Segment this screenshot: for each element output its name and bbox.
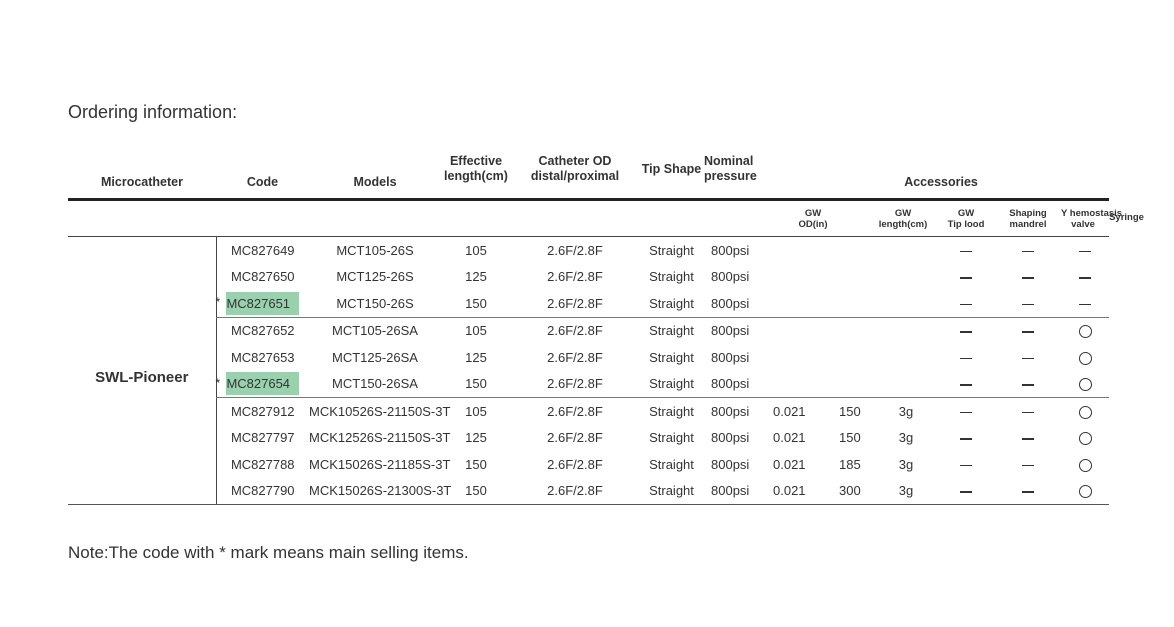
gw-tip-cell: 3g: [898, 403, 914, 419]
od-cell: 2.6F/2.8F: [547, 269, 603, 285]
pressure-cell: 800psi: [711, 430, 750, 446]
length-cell: 150: [441, 371, 511, 398]
mandrel-cell: [937, 317, 995, 344]
code-cell: [216, 371, 309, 398]
valve-cell: [995, 237, 1061, 264]
length-cell: 105: [465, 323, 487, 339]
subheader-gw-od: GW OD(in): [773, 200, 875, 237]
code-cell: [216, 344, 309, 371]
syringe-cell: [1061, 317, 1109, 344]
od-cell: 2.6F/2.8F: [547, 349, 603, 365]
dash-icon: [1022, 304, 1034, 306]
dash-icon: [1022, 465, 1034, 467]
dash-icon: [960, 438, 972, 440]
dash-icon: [960, 384, 972, 386]
od-cell: 2.6F/2.8F: [547, 403, 603, 419]
dash-icon: [960, 358, 972, 360]
gw-length-cell: [815, 237, 875, 264]
gw-od-cell: [773, 264, 815, 291]
dash-icon: [960, 491, 972, 493]
model-cell: MCK15026S-21185S-3T: [309, 456, 451, 472]
model-cell: MCT150-26S: [309, 290, 441, 317]
valve-cell: [995, 478, 1061, 505]
code-highlight: MC827654: [226, 372, 299, 395]
length-cell: 125: [465, 430, 487, 446]
valve-cell: [995, 290, 1061, 317]
code-text: MC827912: [230, 403, 295, 419]
gw-length-cell: 300: [815, 478, 875, 505]
gw-od-cell: 0.021: [773, 456, 806, 472]
code-text: MC827652: [230, 323, 295, 339]
code-cell: [216, 425, 309, 452]
dash-icon: [1079, 251, 1091, 253]
dash-icon: [1022, 358, 1034, 360]
tip-cell: Straight: [639, 290, 704, 317]
gw-od-cell: [773, 237, 815, 264]
subheader-blank: [704, 200, 773, 237]
gw-od-cell: [773, 344, 815, 371]
pressure-cell: 800psi: [711, 242, 750, 258]
code-text: MC827797: [230, 430, 295, 446]
subheader-blank: [309, 200, 441, 237]
gw-od-cell: 0.021: [773, 430, 806, 446]
od-cell: 2.6F/2.8F: [511, 478, 639, 505]
valve-cell: [995, 425, 1061, 452]
mandrel-cell: [937, 478, 995, 505]
valve-cell: [995, 264, 1061, 291]
dash-icon: [1022, 384, 1034, 386]
pressure-cell: 800psi: [711, 456, 750, 472]
dash-icon: [960, 465, 972, 467]
valve-cell: [995, 371, 1061, 398]
header-microcatheter: Microcatheter: [68, 146, 216, 200]
page-title: Ordering information:: [68, 102, 238, 122]
mandrel-cell: [937, 344, 995, 371]
dash-icon: [960, 331, 972, 333]
code-text: MC827650: [230, 269, 295, 285]
syringe-cell: [1061, 398, 1109, 425]
syringe-cell: [1061, 478, 1109, 505]
code-text: MC827790: [230, 483, 295, 499]
od-cell: 2.6F/2.8F: [547, 242, 603, 258]
code-cell: [216, 398, 309, 425]
gw-od-cell: 0.021: [773, 403, 806, 419]
dash-icon: [960, 412, 972, 414]
gw-od-cell: 0.021: [773, 478, 815, 505]
dash-icon: [1079, 277, 1091, 279]
length-cell: 150: [465, 456, 487, 472]
subheader-shaping-mandrel: Shaping mandrel: [995, 200, 1061, 237]
table-row: [68, 344, 1109, 371]
valve-cell: [995, 344, 1061, 371]
circle-icon: [1079, 459, 1092, 472]
subheader-blank: [68, 200, 216, 237]
pressure-cell: 800psi: [704, 371, 773, 398]
tip-cell: Straight: [649, 456, 694, 472]
header-accessories: Accessories: [773, 146, 1109, 200]
table-row: [68, 451, 1109, 478]
circle-icon: [1079, 352, 1092, 365]
code-highlight: MC827651: [226, 292, 299, 315]
model-cell: MCT125-26SA: [332, 349, 418, 365]
syringe-cell: [1061, 451, 1109, 478]
syringe-cell: [1061, 264, 1109, 291]
circle-icon: [1079, 406, 1092, 419]
circle-icon: [1079, 325, 1092, 338]
code-cell: [216, 290, 309, 317]
tip-cell: Straight: [639, 371, 704, 398]
gw-tip-cell: [875, 264, 937, 291]
pressure-cell: 800psi: [711, 323, 750, 339]
gw-tip-cell: [875, 371, 937, 398]
gw-od-cell: [773, 371, 815, 398]
mandrel-cell: [937, 371, 995, 398]
od-cell: 2.6F/2.8F: [547, 323, 603, 339]
pressure-cell: 800psi: [711, 349, 750, 365]
model-cell: MCT105-26SA: [332, 323, 418, 339]
header-tip-shape: Tip Shape: [639, 146, 704, 200]
dash-icon: [960, 304, 972, 306]
length-cell: 125: [465, 349, 487, 365]
gw-length-cell: [815, 317, 875, 344]
subheader-gw-length: GW length(cm): [875, 200, 937, 237]
dash-icon: [1079, 304, 1091, 306]
dash-icon: [1022, 438, 1034, 440]
length-cell: 125: [465, 269, 487, 285]
tip-cell: Straight: [649, 403, 694, 419]
subheader-gw-tip-load: GW Tip lood: [937, 200, 995, 237]
model-cell: MCT150-26SA: [309, 371, 441, 398]
valve-cell: [995, 398, 1061, 425]
length-cell: 105: [465, 403, 487, 419]
code-text: MC827653: [230, 349, 295, 365]
ordering-table: Microcatheter Code Models Effective length(cm) Catheter OD distal/proximal Tip Shape Nominal pressure Accessories GW OD(in) GW length(cm) GW Tip lood Shaping mandrel Y hemostasis valve Syringe SWL-Pioneer MC827649 MCT105-26S 105 2.6F/2.8F Straight 800psi MC827650 MCT125-26S 125 2.6F/2.8F Straight 800psi * MC827651 MCT150-26S 150 2.6F/2.8F Straight 800psi MC827652 MCT105-26SA 105 2.6F/2.8F Straight 800psi MC827653 MCT125-26SA 125 2.6F/2.8F Straight 800psi * MC827654 MCT150-26SA 150 2.6F/2.8F Straight 800psi MC827912 MCK10526S-21150S-3T 105 2.6F/2.8F Straight 800psi 0.021 150 3g MC827797 MCK12526S-21150S-3T 125 2.6F/2.8F Straight 800psi 0.021 150 3g MC827788 MCK15026S-21185S-3T 150 2.6F/2.8F Straight 800psi 0.021 185 3g MC827790 MCK15026S-21300S-3T 150 2.6F/2.8F Straight 800psi 0.021 300 3g: [68, 146, 1109, 505]
gw-length-cell: [815, 371, 875, 398]
subheader-blank: [216, 200, 309, 237]
subheader-blank: [441, 200, 511, 237]
header-nominal-pressure: Nominal pressure: [704, 146, 773, 200]
dash-icon: [1022, 491, 1034, 493]
pressure-cell: 800psi: [704, 290, 773, 317]
main-item-star: *: [215, 375, 221, 390]
subheader-y-hemostasis-valve: Y hemostasis valve: [1061, 200, 1109, 237]
mandrel-cell: [937, 264, 995, 291]
tip-cell: Straight: [649, 349, 694, 365]
gw-tip-cell: [875, 344, 937, 371]
model-cell: MCT125-26S: [336, 269, 414, 285]
gw-length-cell: 185: [839, 456, 861, 472]
gw-tip-cell: 3g: [898, 430, 914, 446]
header-catheter-od: Catheter OD distal/proximal: [511, 146, 639, 200]
tip-cell: Straight: [649, 430, 694, 446]
header-models: Models: [309, 146, 441, 200]
gw-tip-cell: 3g: [898, 456, 914, 472]
tip-cell: Straight: [639, 478, 704, 505]
model-cell: MCK12526S-21150S-3T: [309, 430, 451, 446]
dash-icon: [1022, 277, 1034, 279]
gw-tip-cell: 3g: [875, 478, 937, 505]
circle-icon: [1079, 432, 1092, 445]
gw-length-cell: 150: [839, 403, 861, 419]
valve-cell: [995, 317, 1061, 344]
tip-cell: Straight: [649, 242, 694, 258]
product-name-cell: SWL-Pioneer: [68, 237, 216, 505]
circle-icon: [1079, 378, 1092, 391]
header-effective-length: Effective length(cm): [441, 146, 511, 200]
table-row: [68, 398, 1109, 425]
gw-tip-cell: [875, 290, 937, 317]
code-cell: [216, 237, 309, 264]
dash-icon: [1022, 251, 1034, 253]
code-cell: [216, 264, 309, 291]
gw-length-cell: [815, 290, 875, 317]
dash-icon: [960, 251, 972, 253]
main-item-star: *: [215, 295, 221, 309]
mandrel-cell: [937, 398, 995, 425]
tip-cell: Straight: [649, 323, 694, 339]
table-row: [68, 478, 1109, 505]
pressure-cell: 800psi: [704, 478, 773, 505]
syringe-cell: [1061, 344, 1109, 371]
gw-od-cell: [773, 317, 815, 344]
code-cell: [216, 317, 309, 344]
subheader-blank: [639, 200, 704, 237]
model-cell: MCK15026S-21300S-3T: [309, 478, 441, 505]
syringe-cell: [1061, 371, 1109, 398]
mandrel-cell: [937, 290, 995, 317]
table-row: [68, 290, 1109, 317]
mandrel-cell: [937, 425, 995, 452]
table-row: [68, 425, 1109, 452]
table-row: [68, 317, 1109, 344]
length-cell: 150: [441, 290, 511, 317]
tip-cell: Straight: [649, 269, 694, 285]
table-row: [68, 371, 1109, 398]
circle-icon: [1079, 485, 1092, 498]
gw-length-cell: [815, 344, 875, 371]
table-row: [68, 237, 1109, 264]
mandrel-cell: [937, 237, 995, 264]
model-cell: MCK10526S-21150S-3T: [309, 403, 451, 419]
syringe-cell: [1061, 237, 1109, 264]
pressure-cell: 800psi: [711, 269, 750, 285]
syringe-cell: [1061, 290, 1109, 317]
syringe-cell: [1061, 425, 1109, 452]
code-cell: [216, 451, 309, 478]
footnote: Note:The code with * mark means main selling items.: [68, 543, 469, 562]
code-cell: [216, 478, 309, 505]
od-cell: 2.6F/2.8F: [511, 290, 639, 317]
gw-tip-cell: [875, 237, 937, 264]
model-cell: MCT105-26S: [336, 242, 414, 258]
header-code: Code: [216, 146, 309, 200]
gw-tip-cell: [875, 317, 937, 344]
dash-icon: [960, 277, 972, 279]
valve-cell: [995, 451, 1061, 478]
od-cell: 2.6F/2.8F: [547, 456, 603, 472]
code-text: MC827649: [230, 242, 295, 258]
od-cell: 2.6F/2.8F: [511, 371, 639, 398]
dash-icon: [1022, 412, 1034, 414]
table-row: [68, 264, 1109, 291]
gw-length-cell: 150: [839, 430, 861, 446]
length-cell: 150: [441, 478, 511, 505]
gw-length-cell: [815, 264, 875, 291]
gw-od-cell: [773, 290, 815, 317]
mandrel-cell: [937, 451, 995, 478]
length-cell: 105: [465, 242, 487, 258]
code-text: MC827788: [230, 456, 295, 472]
pressure-cell: 800psi: [711, 403, 750, 419]
subheader-blank: [511, 200, 639, 237]
dash-icon: [1022, 331, 1034, 333]
od-cell: 2.6F/2.8F: [547, 430, 603, 446]
